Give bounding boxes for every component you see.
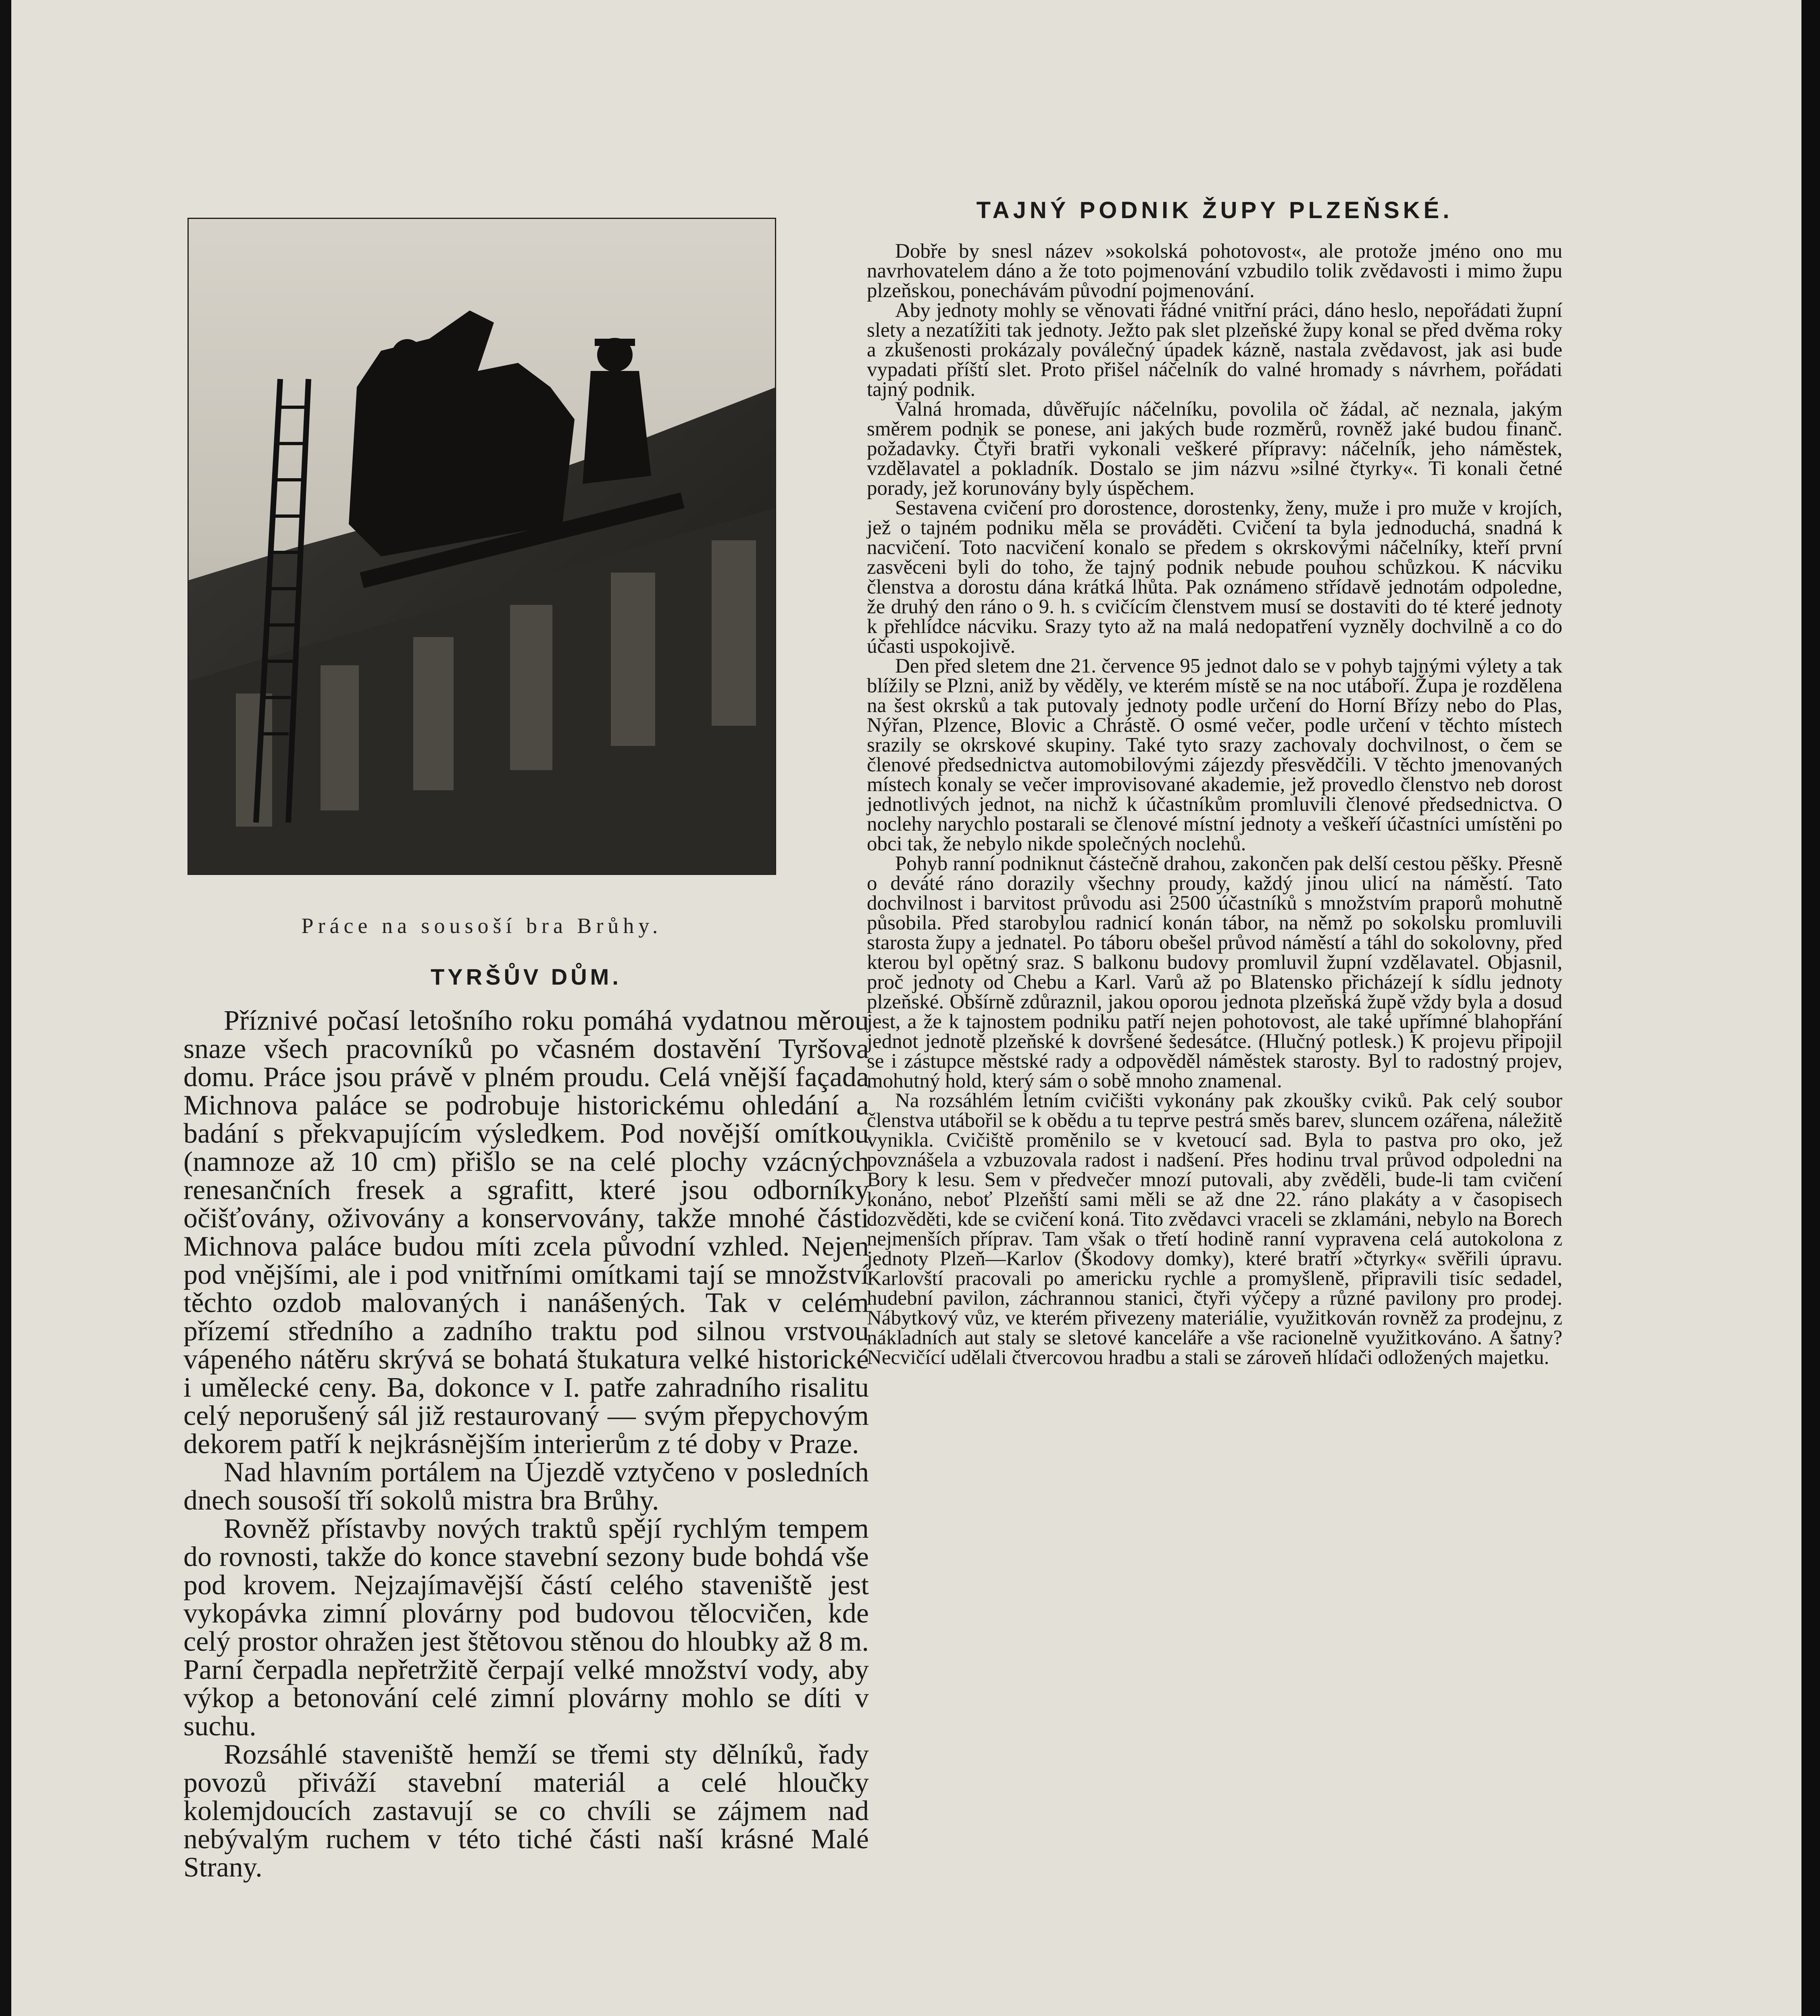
article-paragraph: Nad hlavním portálem na Újezdě vztyčeno v posledních dnech sousoší tří sokolů mistra bra Brůhy. <box>183 1457 869 1516</box>
article-paragraph: Dobře by snesl název »sokolská pohotovost«, ale protože jméno ono mu navrhovatelem dáno a že toto pojmenování vzbudilo tolik zvědavosti i mimo župu plzeňskou, ponechávám původní pojmenování. <box>867 240 1562 302</box>
article-paragraph: Sestavena cvičení pro dorostence, dorostenky, ženy, muže i pro muže v krojích, jež o tajném podniku měla se prováděti. Cvičení ta byla jednoduchá, snadná k nacvičení. Toto nacvičení konalo se předem s okrskovými náčelníky, kteří první zasvěceni byli do toho, že tajný podnik nebude pouhou schůzkou. K nácviku členstva a dorostu dána krátká lhůta. Pak oznámeno střídavě jednotám odpoledne, že druhý den ráno o 9. h. s cvičícím členstvem musí se dostaviti do té které jednoty k přehlídce nácviku. Srazy tyto až na malá nedopatření vyzněly dochvilně a co do účasti uspokojivě. <box>867 497 1562 658</box>
article-heading: TAJNÝ PODNIK ŽUPY PLZEŇSKÉ. <box>976 197 1453 223</box>
construction-photo <box>187 218 776 875</box>
article-tyrsuv-dum <box>183 964 869 1882</box>
scan-edge-right <box>1801 0 1820 2016</box>
photo-caption: Práce na sousoší bra Brůhy. <box>301 914 662 938</box>
article-paragraph: Den před sletem dne 21. července 95 jednot dalo se v pohyb tajnými výlety a tak blížily se Plzni, aniž by věděly, ve kterém místě se na noc utáboří. Župa je rozdělena na šest okrsků a tak putovaly jednoty podle určení do Horní Břízy nebo do Plas, Nýřan, Plzence, Blovic a Chrástě. O osmé večer, podle určení v těchto místech srazily se okrskové skupiny. Také tyto srazy zachovaly dochvilnost, o čem se členové předsednictva automobilovými zájezdy přesvědčili. V těchto jmenovaných místech konaly se večer improvisované akademie, jež provedlo členstvo neb dorost jednotlivých jednot, na nichž k účastníkům promluvili členové předsednictva. O noclehy narychlo postarali se členové místní jednoty a veškeří účastníci umístěni po obci tak, že nebylo nikde společných noclehů. <box>867 655 1562 855</box>
article-paragraph: Příznivé počasí letošního roku pomáhá vydatnou měrou snaze všech pracovníků po včasném dostavění Tyršova domu. Práce jsou právě v plném proudu. Celá vnější façada Michnova paláce se podrobuje historickému ohledání a badání s překvapujícím výsledkem. Pod novější omítkou (namnoze až 10 cm) přišlo se na celé plochy vzácných renesančních fresek a sgrafitt, které jsou odborníky očišťovány, oživovány a konservovány, takže mnohé části Michnova paláce budou míti zcela původní vzhled. Nejen pod vnějšími, ale i pod vnitřními omítkami tají se množství těchto ozdob malovaných i nanášených. Tak v celém přízemí středního a zadního traktu pod silnou vrstvou vápeného nátěru skrývá se bohatá štukatura velké historické i umělecké ceny. Ba, dokonce v I. patře zahradního risalitu celý neporušený sál již restaurovaný — svým přepychovým dekorem patří k nejkrásnějším interierům z té doby v Praze. <box>183 1005 869 1460</box>
article-paragraph: Aby jednoty mohly se věnovati řádné vnitřní práci, dáno heslo, nepořádati župní slety a nezatížiti tak jednoty. Ježto pak slet plzeňské župy konal se před dvěma roky a zkušenosti prokázaly poválečný úpadek kázně, nastala zvědavost, jak asi bude vypadati příští slet. Proto přišel náčelník do valné hromady s návrhem, pořádati tajný podnik. <box>867 299 1562 401</box>
article-paragraph: Valná hromada, důvěřujíc náčelníku, povolila oč žádal, ač neznala, jakým směrem podnik se ponese, ani jakých bude rozměrů, rovněž jaké budou finanč. požadavky. Čtyři bratři vykonali veškeré přípravy: náčelník, jeho náměstek, vzdělavatel a pokladník. Dostalo se jim názvu »silné čtyrky«. Ti konali četné porady, jež korunovány byly úspěchem. <box>867 398 1562 500</box>
article-paragraph: Rovněž přístavby nových traktů spějí rychlým tempem do rovnosti, takže do konce stavební sezony bude bohdá vše pod krovem. Nejzajímavější částí celého staveniště jest vykopávka zimní plovárny pod budovou tělocvičen, kde celý prostor ohražen jest štětovou stěnou do hloubky až 8 m. Parní čerpadla nepřetržitě čerpají velké množství vody, aby výkop a betonování celé zimní plovárny mohlo se díti v suchu. <box>183 1513 869 1742</box>
article-paragraph: Na rozsáhlém letním cvičišti vykonány pak zkoušky cviků. Pak celý soubor členstva utábořil se k obědu a tu teprve pestrá směs barev, sluncem ozářena, náležitě vynikla. Cvičiště proměnilo se v kvetoucí sad. Byla to pastva pro oko, jež povznášela a vzbuzovala radost i nadšení. Přes hodinu trval průvod odpoledni na Bory k lesu. Sem v předvečer mnozí putovali, aby zvěděli, bude-li tam cvičení konáno, neboť Plzeňští sami měli se až dne 22. ráno plakáty a v časopisech dozvěděti, kde se cvičení koná. Tito zvědavci vraceli se zklamáni, nebylo na Borech nejmenších příprav. Tam však o třetí hodině ranní vypravena celá autokolona z jednoty Plzeň—Karlov (Škodovy domky), které bratří »čtyrky« svěřili úpravu. Karlovští pracovali po americku rychle a promyšleně, připravili tisíc sedadel, hudební pavilon, záchrannou stanici, čtyři výčepy a různé pavilony pro prodej. Nábytkový vůz, ve kterém přivezeny materiálie, využitkován rovněž za prodejnu, z nákladních aut staly se sletové kanceláře a vše racionelně využitkováno. A šatny? Necvičící udělali čtvercovou hradbu a stali se zároveň hlídači odložených majetku. <box>867 1089 1562 1369</box>
article-paragraph: Rozsáhlé staveniště hemží se třemi sty dělníků, řady povozů přiváží stavební materiál a celé hloučky kolemjdoucích zastavují se co chvíli se zájmem nad nebývalým ruchem v této tiché části naší krásné Malé Strany. <box>183 1739 869 1883</box>
photo-illustration <box>187 218 776 875</box>
article-heading: TYRŠŮV DŮM. <box>431 964 622 989</box>
scan-edge-left <box>0 0 11 2016</box>
article-tajny-podnik <box>867 197 1562 1368</box>
article-paragraph: Pohyb ranní podniknut částečně drahou, zakončen pak delší cestou pěšky. Přesně o deváté ráno dorazily všechny proudy, každý jinou ulicí na náměstí. Tato dochvilnost i barvitost průvodu asi 2500 účastníků s množstvím praporů mohutně působila. Před starobylou radnicí konán tábor, na němž po sokolsku promluvili starosta župy a jednatel. Po táboru obešel průvod náměstí a táhl do sokolovny, před kterou byl opětný sraz. S balkonu budovy promluvil župní vzdělavatel. Objasnil, proč jednoty od Chebu a Karl. Varů až po Blatensko přicházejí k sídlu jednoty plzeňské. Obšírně zdůraznil, jakou oporou jednota plzeňská župě vždy byla a dosud jest, a že k tajnostem podniku patří nejen pohotovost, ale také upřímné blahopřání jednot jednotě plzeňské k dovršené šedesátce. (Hlučný potlesk.) K projevu připojil se i zástupce městské rady a odpověděl náměstek starosty. Byl to radostný projev, mohutný hold, který sám o sobě mnoho znamenal. <box>867 852 1562 1092</box>
